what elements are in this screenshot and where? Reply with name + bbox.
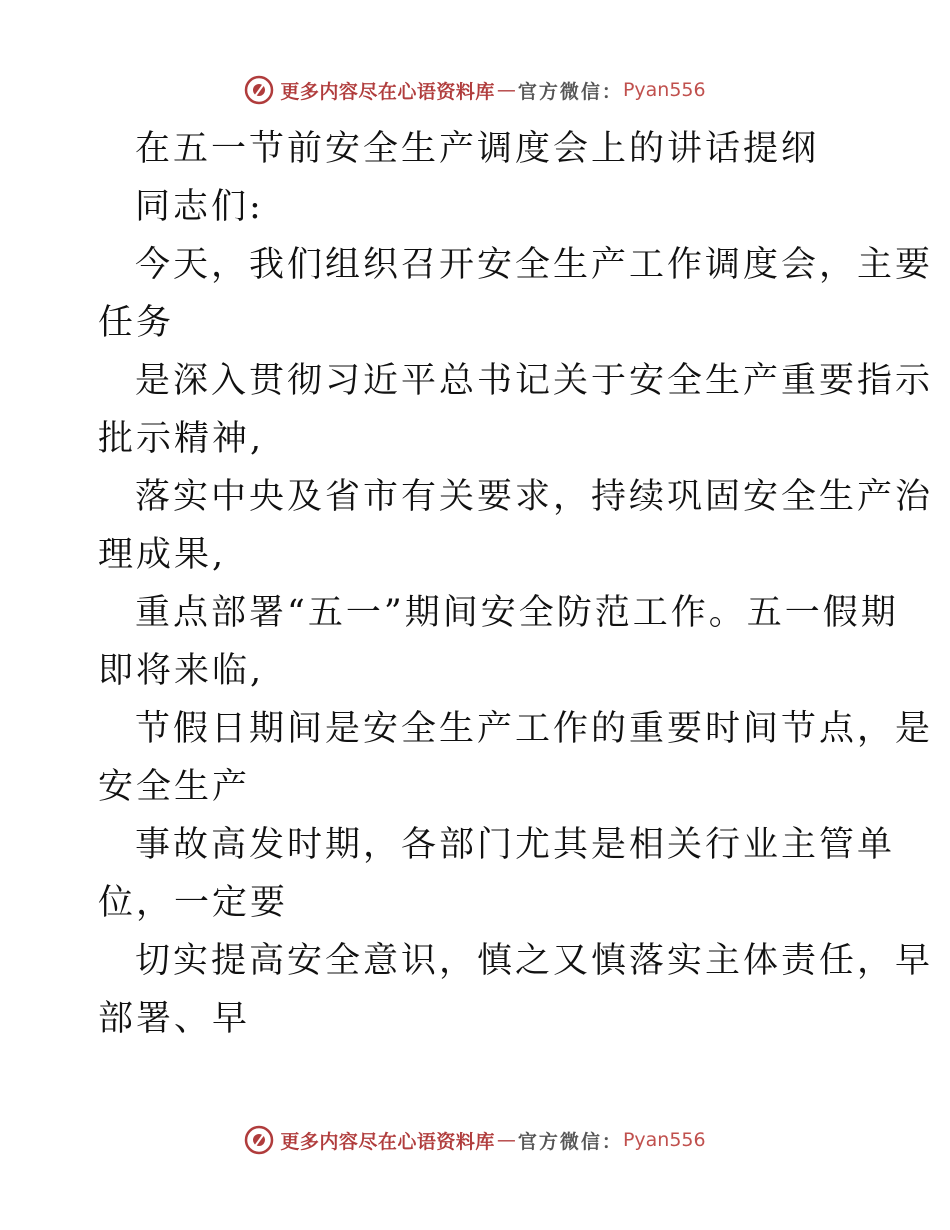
header-watermark [0, 70, 950, 110]
brand-logo-icon [244, 75, 274, 105]
text-line: 任务 [98, 303, 175, 343]
document-body [98, 120, 934, 1048]
text-line: 切实提高安全意识，慎之又慎落实主体责任，早 [135, 941, 934, 981]
brand-logo-icon [244, 1125, 274, 1155]
text-line: 重点部署“五一”期间安全防范工作。五一假期 [135, 593, 899, 633]
footer-watermark [0, 1120, 950, 1160]
text-line: 今天，我们组织召开安全生产工作调度会，主要 [135, 245, 934, 285]
text-line: 节假日期间是安全生产工作的重要时间节点，是 [135, 709, 934, 749]
text-line: 安全生产 [98, 767, 251, 807]
watermark-official: 官方微信： [517, 80, 623, 103]
watermark-id: Pyan556 [622, 79, 706, 101]
text-line: 是深入贯彻习近平总书记关于安全生产重要指示 [135, 361, 934, 401]
text-line: 落实中央及省市有关要求，持续巩固安全生产治 [135, 477, 934, 517]
text-line: 理成果, [98, 535, 227, 575]
watermark-dash: — [496, 79, 516, 101]
watermark-dash: — [496, 1129, 516, 1151]
text-line: 位，一定要 [98, 883, 289, 923]
text-line: 部署、早 [98, 999, 251, 1039]
watermark-official: 官方微信： [517, 1130, 623, 1153]
document-title: 在五一节前安全生产调度会上的讲话提纲 [135, 129, 820, 169]
watermark-id: Pyan556 [622, 1129, 706, 1151]
text-line: 批示精神, [98, 419, 265, 459]
watermark-brand: 更多内容尽在心语资料库 [280, 1130, 495, 1153]
text-line: 同志们: [135, 187, 264, 227]
watermark-brand: 更多内容尽在心语资料库 [280, 80, 495, 103]
text-line: 事故高发时期，各部门尤其是相关行业主管单 [135, 825, 896, 865]
text-line: 即将来临, [98, 651, 265, 691]
